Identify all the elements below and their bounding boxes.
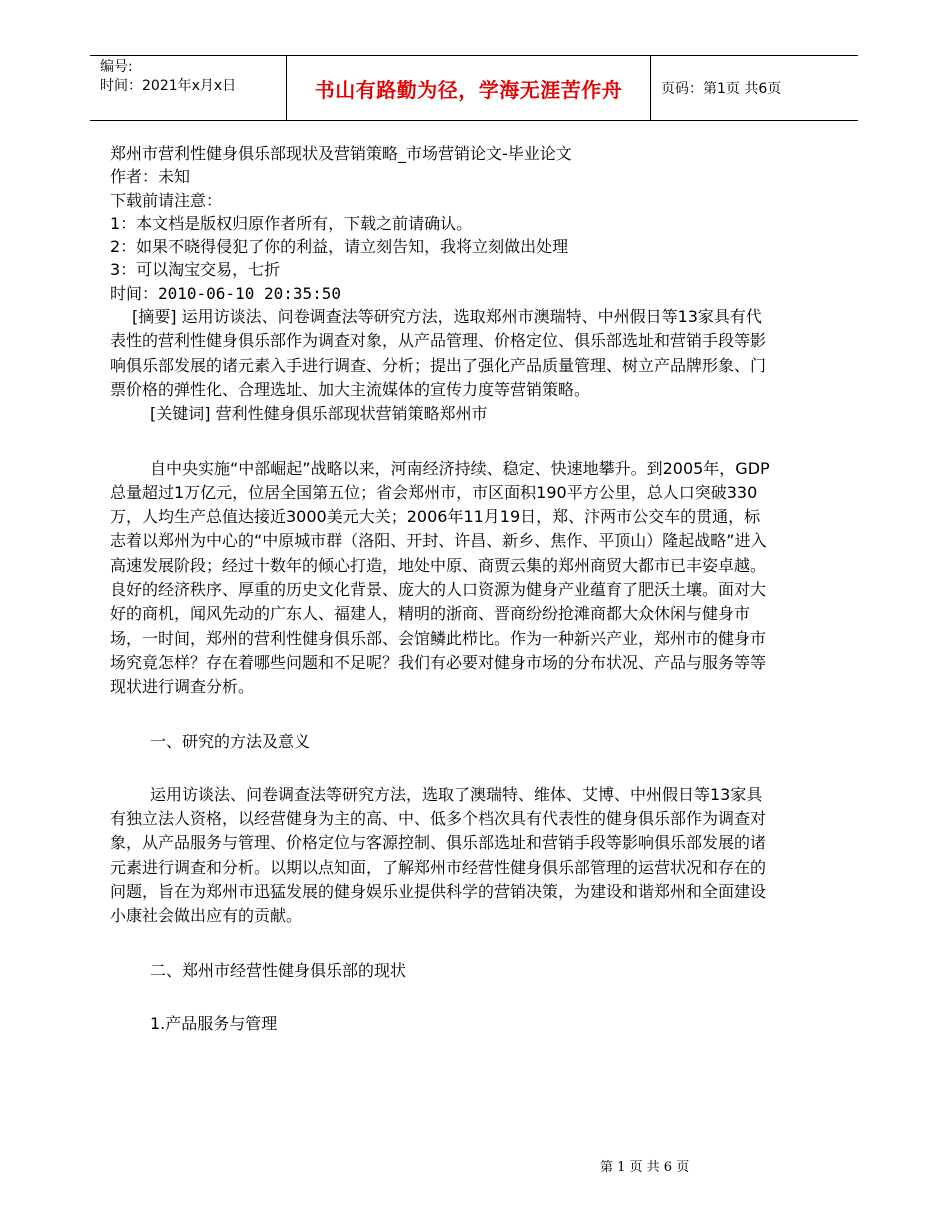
document-time: 时间：2010-06-10 20:35:50 <box>110 283 342 303</box>
section-heading-status: 二、郑州市经营性健身俱乐部的现状 <box>150 960 407 980</box>
document-body <box>110 142 770 1035</box>
abstract-paragraph: [摘要] 运用访谈法、问卷调查法等研究方法，选取郑州市澳瑞特、中州假日等13家具有代表性的营利性健身俱乐部作为调查对象，从产品管理、价格定位、俱乐部选址和营销手段等影响俱乐部发展的诸元素入手进行调查、分析；提出了强化产品质量管理、树立产品牌形象、门票价格的弹性化、合理选址、加大主流媒体的宣传力度等营销策略。 <box>110 307 767 399</box>
header-meta-cell <box>90 56 286 120</box>
header-page-number: 页码：第1页 共6页 <box>661 81 782 97</box>
header-motto-cell <box>286 56 651 120</box>
subsection-heading-products: 1.产品服务与管理 <box>150 1013 278 1033</box>
notice-item: 3：可以淘宝交易，七折 <box>110 260 281 280</box>
notice-item: 2：如果不晓得侵犯了你的利益，请立刻告知，我将立刻做出处理 <box>110 237 569 257</box>
page-header <box>90 55 858 121</box>
methods-paragraph: 运用访谈法、问卷调查法等研究方法，选取了澳瑞特、维体、艾博、中州假日等13家具有独立法人资格，以经营健身为主的高、中、低多个档次具有代表性的健身俱乐部作为调查对象，从产品服务与管理、价格定位与客源控制、俱乐部选址和营销手段等影响俱乐部发展的诸元素进行调查和分析。以期以点知面，了解郑州市经营性健身俱乐部管理的运营状况和存在的问题，旨在为郑州市迅猛发展的健身娱乐业提供科学的营销决策，为建设和谐郑州和全面建设小康社会做出应有的贡献。 <box>110 784 767 926</box>
document-author: 作者：未知 <box>110 167 191 187</box>
document-title: 郑州市营利性健身俱乐部现状及营销策略_市场营销论文-毕业论文 <box>110 144 572 163</box>
doc-time-label: 时间：2021年x月x日 <box>100 78 237 94</box>
section-heading-methods: 一、研究的方法及意义 <box>150 731 311 751</box>
notice-item: 1：本文档是版权归原作者所有，下载之前请确认。 <box>110 213 473 233</box>
keywords-line: [关键词] 营利性健身俱乐部现状营销策略郑州市 <box>150 404 488 424</box>
header-page-cell <box>651 56 858 120</box>
header-motto: 书山有路勤为径，学海无涯苦作舟 <box>314 77 623 102</box>
intro-paragraph: 自中央实施“中部崛起”战略以来，河南经济持续、稳定、快速地攀升。到2005年，GDP总量超过1万亿元，位居全国第五位；省会郑州市，市区面积190平方公里，总人口突破330万，人均生产总值达接近3000美元大关；2006年11月19日，郑、汴两市公交车的贯通，标志着以郑州为中心的“中原城市群（洛阳、开封、许昌、新乡、焦作、平顶山）隆起战略”进入高速发展阶段；经过十数年的倾心打造，地处中原、商贾云集的郑州商贸大都市已丰姿卓越。良好的经济秩序、厚重的历史文化背景、庞大的人口资源为健身产业蕴育了肥沃土壤。面对大好的商机，闻风先动的广东人、福建人，精明的浙商、晋商纷纷抢滩商都大众休闲与健身市场，一时间，郑州的营利性健身俱乐部、会馆鳞此栉比。作为一种新兴产业，郑州市的健身市场究竟怎样？存在着哪些问题和不足呢？我们有必要对健身市场的分布状况、产品与服务等等现状进行调查分析。 <box>110 458 770 697</box>
notice-heading: 下载前请注意： <box>110 190 223 210</box>
doc-number-label: 编号: <box>100 59 133 75</box>
page-footer: 第 1 页 共 6 页 <box>600 1160 690 1175</box>
